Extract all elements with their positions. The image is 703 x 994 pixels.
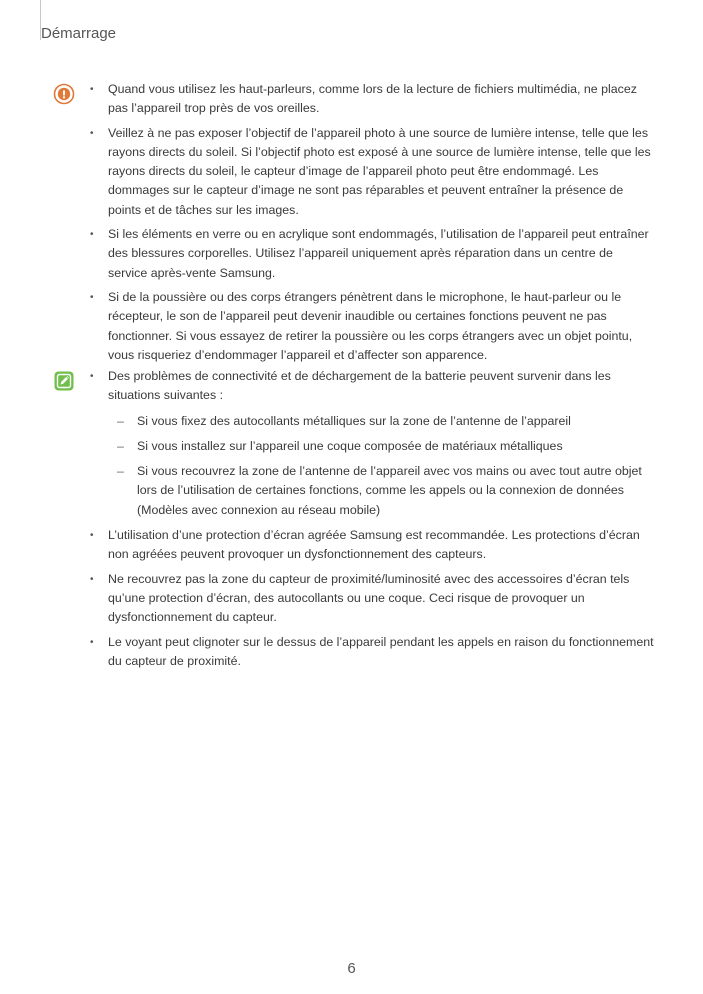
bullet: • — [90, 371, 94, 382]
bullet: • — [90, 84, 94, 95]
bullet: • — [90, 291, 94, 303]
page-header-title: Démarrage — [41, 25, 117, 42]
dash: – — [117, 413, 124, 428]
caution-item — [90, 225, 655, 283]
dash: – — [117, 438, 124, 453]
bullet: • — [90, 573, 94, 585]
note-list — [90, 367, 655, 676]
note-subitem — [108, 462, 655, 520]
note-item — [90, 633, 655, 672]
caution-item — [90, 124, 655, 220]
note-item — [90, 367, 655, 520]
caution-item — [90, 288, 655, 365]
caution-item-text: Quand vous utilisez les haut-parleurs, comme lors de la lecture de fichiers multimédia, ne placez pas l’appareil trop près de vos oreilles. — [108, 82, 637, 116]
note-subitem — [108, 437, 655, 456]
note-subitem-text: Si vous installez sur l’appareil une coque composée de matériaux métalliques — [137, 438, 563, 453]
note-pencil-icon — [53, 370, 75, 392]
note-subitem-text: Si vous recouvrez la zone de l’antenne de l’appareil avec vos mains ou avec tout autre objet lors de l’utilisation de certaines fonctions, comme les appels ou la connexion de données (Modèles avec connexion au réseau mobile) — [137, 464, 642, 517]
note-subitem — [108, 412, 655, 431]
bullet: • — [90, 127, 94, 139]
note-item-text: L’utilisation d’une protection d’écran agréée Samsung est recommandée. Les protections d’écran non agréées peuvent provoquer un dysfonctionnement des capteurs. — [108, 528, 640, 562]
note-item-text: Ne recouvrez pas la zone du capteur de proximité/luminosité avec des accessoires d’écran tels qu’une protection d’écran, des autocollants ou une coque. Ceci risque de provoquer un dysfonctionnement du capteur. — [108, 571, 630, 625]
bullet: • — [90, 530, 94, 542]
note-intro-text: Des problèmes de connectivité et de déchargement de la batterie peuvent survenir dans les situations suivantes : — [108, 369, 611, 403]
caution-item — [90, 80, 655, 119]
bullet: • — [90, 229, 94, 241]
note-item — [90, 526, 655, 565]
note-subitem-text: Si vous fixez des autocollants métalliques sur la zone de l’antenne de l’appareil — [137, 413, 571, 428]
note-item-text: Le voyant peut clignoter sur le dessus de l’appareil pendant les appels en raison du fonctionnement du capteur de proximité. — [108, 634, 654, 668]
dash: – — [117, 464, 124, 479]
bullet: • — [90, 636, 94, 648]
exclamation-icon — [53, 83, 75, 105]
page-number: 6 — [347, 960, 356, 977]
caution-item-text: Si les éléments en verre ou en acrylique sont endommagés, l’utilisation de l’appareil peut entraîner des blessures corporelles. Utilisez l’appareil uniquement après réparation dans un centre de service après-vente Samsung. — [108, 227, 649, 280]
caution-item-text: Veillez à ne pas exposer l’objectif de l’appareil photo à une source de lumière intense, telle que les rayons directs du soleil. Si l’objectif photo est exposé à une source de lumière intense, telle que les rayons directs du soleil, le capteur d’image de l’appareil photo peut être endommagé. Les dommages sur le capteur d’image ne sont pas réparables et peuvent entraîner la présence de points et de tâches sur les images. — [108, 125, 651, 217]
caution-list — [90, 80, 655, 370]
caution-item-text: Si de la poussière ou des corps étrangers pénètrent dans le microphone, le haut-parleur ou le récepteur, le son de l’appareil peut devenir inaudible ou certaines fonctions peuvent ne pas fonctionner. Si vous essayez de retirer la poussière ou les corps étrangers avec un objet pointu, vous risqueriez d’endommager l’appareil et d’affecter son apparence. — [108, 289, 633, 362]
note-item — [90, 570, 655, 628]
note-sublist — [108, 412, 655, 520]
